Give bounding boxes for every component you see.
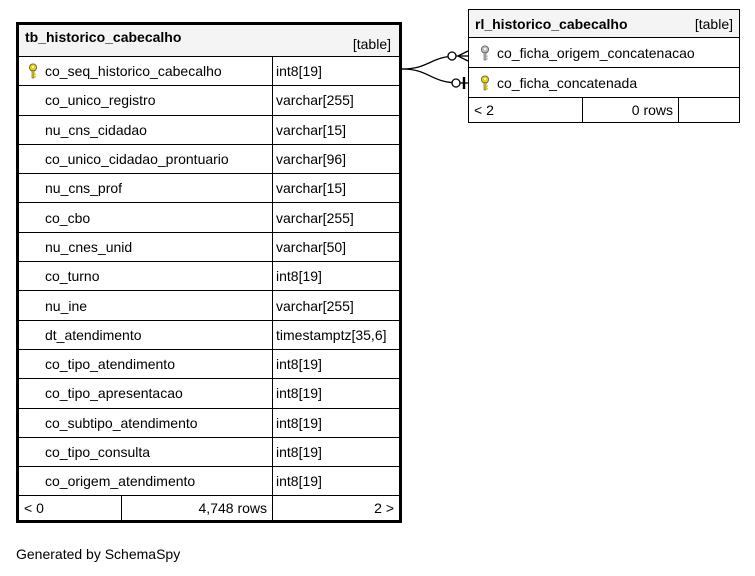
column-row[interactable] — [19, 350, 399, 379]
column-type: int8[19] — [276, 385, 322, 402]
column-name-cell — [19, 86, 273, 114]
column-name: co_tipo_apresentacao — [45, 385, 183, 402]
column-name-cell — [19, 145, 273, 173]
column-name-cell — [19, 321, 273, 349]
column-row[interactable] — [19, 321, 399, 350]
children-link[interactable]: 2 > — [374, 500, 394, 517]
column-type: timestamptz[35,6] — [276, 326, 387, 343]
zero-optional-marker-1 — [448, 52, 456, 60]
primary-key-icon — [477, 75, 493, 91]
column-name: dt_atendimento — [45, 326, 142, 343]
column-type: varchar[255] — [276, 209, 354, 226]
row-count: 4,748 rows — [122, 496, 273, 520]
table-kind: [table] — [694, 16, 733, 32]
column-name-cell — [19, 203, 273, 231]
column-list — [19, 57, 399, 496]
table-header — [19, 25, 399, 57]
generated-by-label: Generated by SchemaSpy — [16, 546, 181, 562]
column-row[interactable] — [19, 438, 399, 467]
column-name: co_unico_registro — [45, 92, 156, 109]
column-type: int8[19] — [276, 444, 322, 460]
row-count: 0 rows — [583, 98, 679, 122]
column-type: varchar[255] — [276, 92, 354, 109]
column-name: co_tipo_consulta — [45, 444, 151, 460]
column-name-cell — [19, 350, 273, 378]
table-rl-historico-cabecalho[interactable] — [468, 9, 740, 123]
table-name[interactable]: rl_historico_cabecalho — [475, 16, 628, 32]
parents-link[interactable]: < 2 — [469, 98, 583, 122]
column-row[interactable] — [19, 409, 399, 438]
column-name-cell — [19, 291, 273, 319]
column-name-cell — [19, 438, 273, 466]
column-row[interactable] — [19, 145, 399, 174]
table-name[interactable]: tb_historico_cabecalho — [25, 29, 182, 45]
column-row[interactable] — [19, 86, 399, 115]
column-name-cell — [19, 57, 273, 85]
column-row[interactable] — [19, 467, 399, 496]
column-row[interactable] — [19, 57, 399, 86]
column-type: int8[19] — [276, 473, 322, 490]
column-name-cell — [19, 379, 273, 407]
column-name-cell — [19, 262, 273, 290]
column-row[interactable] — [19, 379, 399, 408]
column-name: nu_cnes_unid — [45, 238, 133, 255]
column-type: int8[19] — [276, 414, 322, 431]
column-row[interactable] — [469, 38, 739, 68]
column-row[interactable] — [19, 116, 399, 145]
column-name: co_subtipo_atendimento — [45, 414, 198, 431]
column-row[interactable] — [19, 262, 399, 291]
column-name: co_ficha_origem_concatenacao — [497, 44, 695, 61]
column-name-cell — [469, 68, 739, 97]
column-name: nu_cns_prof — [45, 180, 123, 197]
column-name: nu_cns_cidadao — [45, 121, 147, 138]
column-name: co_unico_cidadao_prontuario — [45, 151, 229, 168]
relationship-line-2 — [402, 69, 460, 83]
column-type: int8[19] — [276, 63, 322, 80]
column-type: varchar[50] — [276, 238, 347, 255]
column-row[interactable] — [469, 68, 739, 98]
column-name: co_turno — [45, 268, 100, 285]
column-row[interactable] — [19, 203, 399, 232]
column-name-cell — [19, 467, 273, 495]
column-type: varchar[96] — [276, 151, 347, 168]
column-name-cell — [19, 174, 273, 202]
primary-key-icon — [25, 63, 41, 79]
column-name: co_ficha_concatenada — [497, 74, 638, 91]
column-row[interactable] — [19, 291, 399, 320]
column-type: varchar[15] — [276, 180, 347, 197]
table-footer — [19, 496, 399, 520]
column-name-cell — [469, 38, 739, 67]
children-link[interactable] — [679, 98, 739, 122]
column-name: co_origem_atendimento — [45, 473, 196, 490]
column-type: varchar[255] — [276, 297, 354, 314]
column-list — [469, 38, 739, 98]
parents-link[interactable]: < 0 — [19, 496, 122, 520]
foreign-key-icon — [477, 45, 493, 61]
column-name: nu_ine — [45, 297, 88, 314]
table-kind: [table] — [352, 36, 391, 52]
table-footer — [469, 98, 739, 122]
crow-foot-marker — [458, 51, 468, 56]
column-row[interactable] — [19, 174, 399, 203]
column-name: co_tipo_atendimento — [45, 356, 175, 373]
column-row[interactable] — [19, 233, 399, 262]
column-name-cell — [19, 409, 273, 437]
table-header — [469, 10, 739, 38]
column-type: int8[19] — [276, 356, 322, 373]
table-tb-historico-cabecalho[interactable] — [16, 22, 402, 523]
column-type: varchar[15] — [276, 121, 347, 138]
column-type: int8[19] — [276, 268, 322, 285]
zero-optional-marker-2 — [452, 79, 460, 87]
column-name-cell — [19, 233, 273, 261]
column-name: co_cbo — [45, 209, 91, 226]
column-name: co_seq_historico_cabecalho — [45, 63, 222, 80]
column-name-cell — [19, 116, 273, 144]
